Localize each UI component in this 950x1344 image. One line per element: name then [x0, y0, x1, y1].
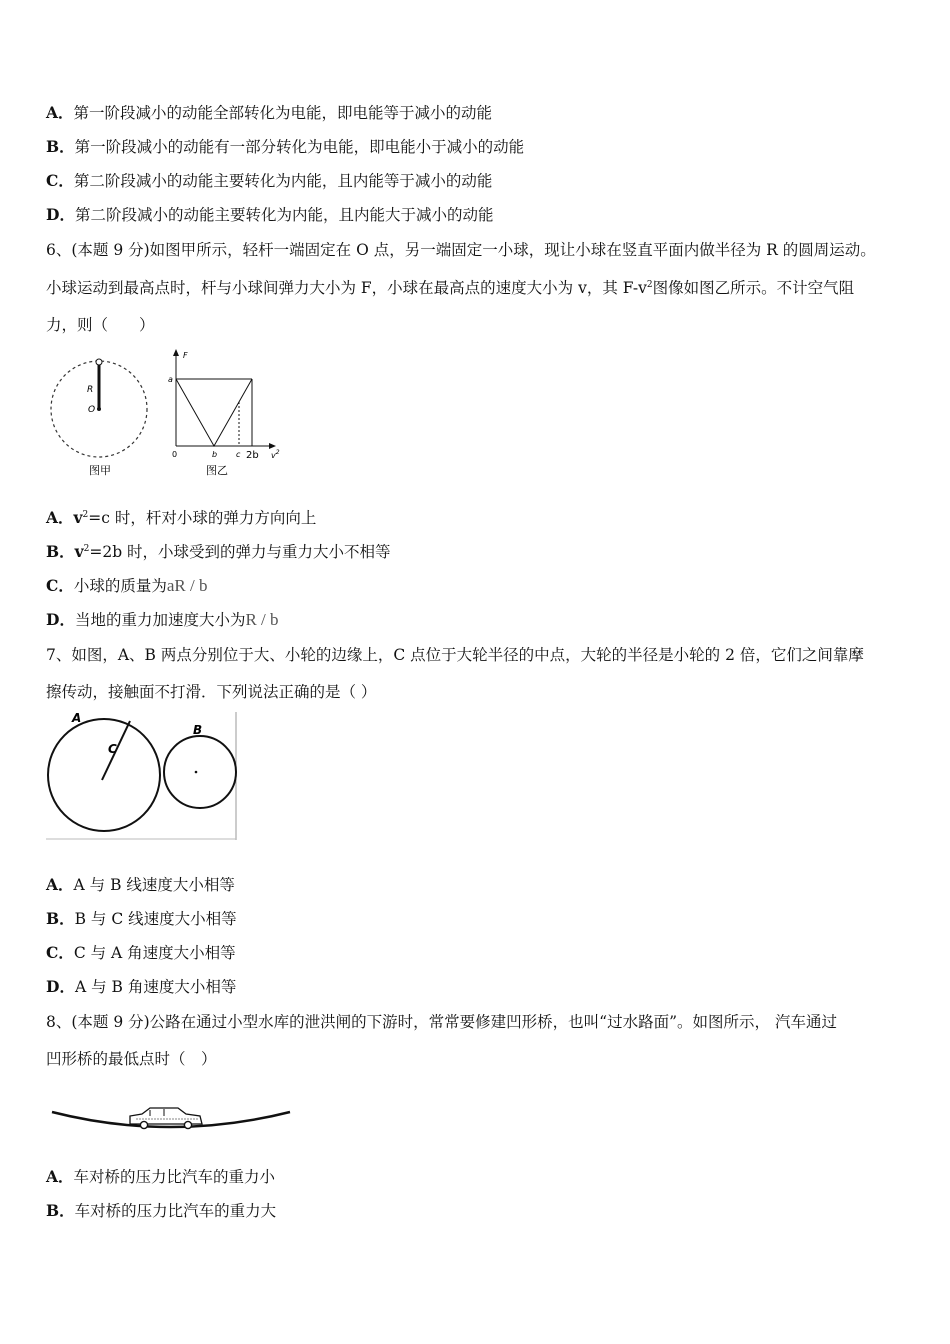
q8-option-a: A．车对桥的压力比汽车的重力小 — [46, 1167, 276, 1186]
q6-figure — [46, 346, 292, 480]
tick-a: a — [168, 375, 173, 384]
q6-stem-line2: 小球运动到最高点时，杆与小球间弹力大小为 F，小球在最高点的速度大小为 v，其 $F-v^2$图像如图乙所示。不计空气阻 — [46, 279, 855, 297]
q7-figure — [46, 712, 238, 840]
label-c: C — [108, 742, 117, 756]
ball — [96, 359, 102, 365]
tick-c: c — [236, 450, 241, 459]
q5-option-a: A．第一阶段减小的动能全部转化为电能，即电能等于减小的动能 — [46, 103, 493, 122]
tick-2b: 2b — [246, 450, 259, 461]
formula-gravity: R / b — [245, 610, 279, 629]
q7-stem-line1: 7、如图，A、B 两点分别位于大、小轮的边缘上，C 点位于大轮半径的中点，大轮的半径是小轮的 2 倍，它们之间靠摩 — [46, 646, 864, 664]
q6-stem-line3: 力，则（ ） — [46, 316, 155, 334]
caption-right: 图乙 — [206, 464, 228, 477]
caption-left: 图甲 — [89, 464, 111, 477]
q5-option-b: B．第一阶段减小的动能有一部分转化为电能，即电能小于减小的动能 — [46, 137, 525, 156]
formula-mass: aR / b — [166, 576, 208, 595]
car-icon — [130, 1108, 202, 1129]
label-r: R — [87, 385, 94, 395]
pivot-point — [97, 407, 101, 411]
q6-option-d: D．当地的重力加速度大小为R / b — [46, 610, 279, 629]
q6-option-a: A．$v^2=c$ 时，杆对小球的弹力方向向上 — [46, 508, 317, 527]
axis-f-label: F — [183, 351, 188, 360]
q7-option-c: C．C 与 A 角速度大小相等 — [46, 943, 236, 962]
tick-b: b — [212, 450, 218, 459]
label-o: O — [88, 405, 96, 415]
q7-option-b: B．B 与 C 线速度大小相等 — [46, 909, 237, 928]
q7-stem-line2: 擦传动，接触面不打滑．下列说法正确的是（ ） — [46, 683, 377, 701]
q5-option-c: C．第二阶段减小的动能主要转化为内能，且内能等于减小的动能 — [46, 171, 493, 190]
q8-option-b: B．车对桥的压力比汽车的重力大 — [46, 1201, 277, 1220]
q6-option-b: B．$v^2=2b$ 时，小球受到的弹力与重力大小不相等 — [46, 542, 391, 561]
q8-stem-line2: 凹形桥的最低点时（ ） — [46, 1050, 217, 1068]
q8-figure — [50, 1094, 294, 1134]
tick-0: 0 — [172, 450, 178, 459]
axis-v-label: $v^2$ — [271, 449, 280, 460]
label-a: A — [72, 712, 82, 725]
q7-option-a: A．A 与 B 线速度大小相等 — [46, 875, 235, 894]
q8-stem-line1: 8、(本题 9 分)公路在通过小型水库的泄洪闸的下游时，常常要修建凹形桥，也叫“过水路面”。如图所示， 汽车通过 — [46, 1013, 837, 1031]
label-b: B — [193, 723, 203, 737]
q7-option-d: D．A 与 B 角速度大小相等 — [46, 977, 237, 996]
q6-stem-line1: 6、(本题 9 分)如图甲所示，轻杆一端固定在 O 点，另一端固定一小球，现让小球在竖直平面内做半径为 R 的圆周运动。 — [46, 241, 876, 259]
small-wheel — [164, 736, 236, 808]
small-wheel-center — [195, 771, 198, 774]
q6-option-c: C．小球的质量为aR / b — [46, 576, 208, 595]
q5-option-d: D．第二阶段减小的动能主要转化为内能，且内能大于减小的动能 — [46, 205, 494, 224]
